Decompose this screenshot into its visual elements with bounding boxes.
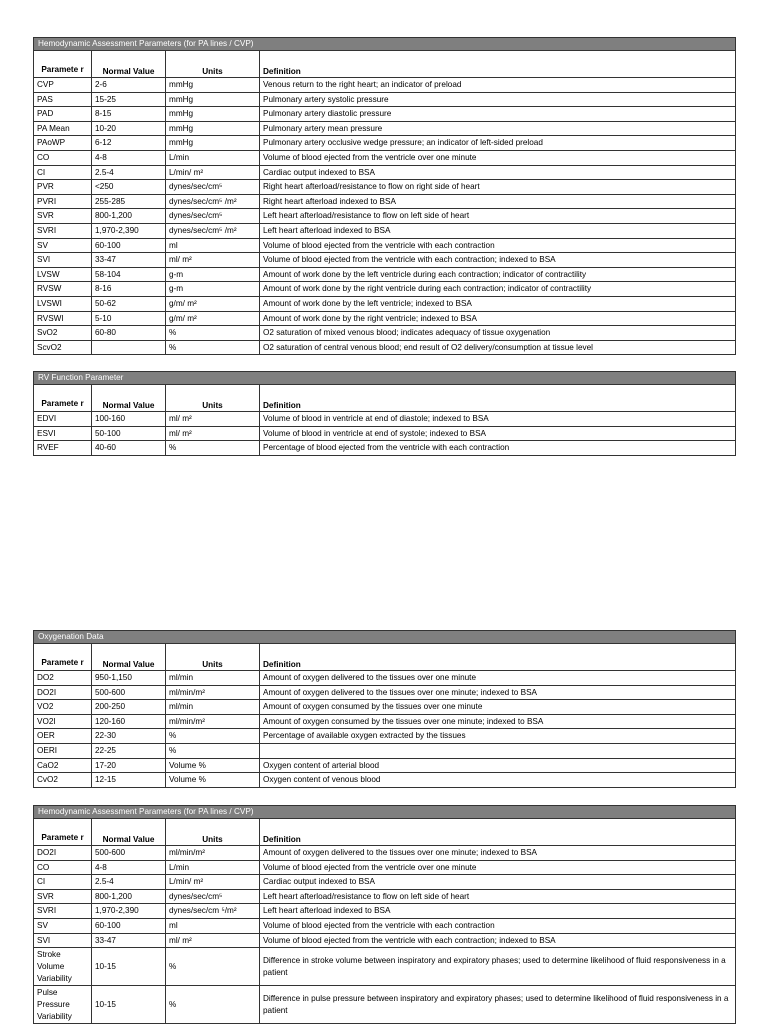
definition-cell: Pulmonary artery occlusive wedge pressure; an indicator of left-sided preload — [260, 136, 736, 151]
normal-value-cell: 12-15 — [92, 773, 166, 788]
definition-cell: Pulmonary artery mean pressure — [260, 121, 736, 136]
parameter-cell: DO2 — [34, 671, 92, 686]
normal-value-cell: 950-1,150 — [92, 671, 166, 686]
table-row — [34, 296, 736, 311]
table-row — [34, 846, 736, 861]
definition-cell: Difference in stroke volume between inspiratory and expiratory phases; used to determine likelihood of fluid responsiveness in a patient — [260, 948, 736, 986]
normal-value-cell: 15-25 — [92, 92, 166, 107]
parameter-cell: Pulse Pressure Variability — [34, 986, 92, 1024]
units-cell: g/m/ m² — [166, 296, 260, 311]
parameter-cell: RVSWI — [34, 311, 92, 326]
table-row — [34, 326, 736, 341]
units-cell: mmHg — [166, 78, 260, 93]
units-cell: ml/ m² — [166, 426, 260, 441]
normal-value-cell: 4-8 — [92, 150, 166, 165]
definition-cell: Amount of work done by the left ventricle; indexed to BSA — [260, 296, 736, 311]
col-header-definition: Definition — [260, 644, 736, 671]
units-cell: ml/min/m² — [166, 846, 260, 861]
definition-cell: Amount of oxygen consumed by the tissues over one minute; indexed to BSA — [260, 714, 736, 729]
definition-cell: Amount of oxygen delivered to the tissues over one minute — [260, 671, 736, 686]
parameter-cell: SvO2 — [34, 326, 92, 341]
parameter-cell: SVI — [34, 933, 92, 948]
normal-value-cell: 200-250 — [92, 700, 166, 715]
table-row — [34, 209, 736, 224]
col-header-parameter: Paramete r — [34, 644, 92, 671]
parameter-cell: PA Mean — [34, 121, 92, 136]
units-cell: % — [166, 340, 260, 355]
parameter-cell: PAoWP — [34, 136, 92, 151]
parameter-cell: PVR — [34, 180, 92, 195]
units-cell: g-m — [166, 282, 260, 297]
units-cell: % — [166, 441, 260, 456]
parameter-cell: EDVI — [34, 412, 92, 427]
units-cell: % — [166, 743, 260, 758]
parameter-cell: VO2I — [34, 714, 92, 729]
definition-cell: Volume of blood ejected from the ventricle with each contraction; indexed to BSA — [260, 253, 736, 268]
parameter-cell: OER — [34, 729, 92, 744]
normal-value-cell: 10-15 — [92, 986, 166, 1024]
definition-cell: Oxygen content of venous blood — [260, 773, 736, 788]
parameter-cell: PVRI — [34, 194, 92, 209]
normal-value-cell: 50-62 — [92, 296, 166, 311]
normal-value-cell: 10-15 — [92, 948, 166, 986]
table-row — [34, 875, 736, 890]
units-cell: ml/ m² — [166, 412, 260, 427]
units-cell: mmHg — [166, 121, 260, 136]
units-cell: ml/min — [166, 700, 260, 715]
table-title: RV Function Parameter — [34, 372, 736, 385]
normal-value-cell: 50-100 — [92, 426, 166, 441]
table-row — [34, 889, 736, 904]
units-cell: L/min — [166, 860, 260, 875]
units-cell: mmHg — [166, 92, 260, 107]
parameter-cell: Stroke Volume Variability — [34, 948, 92, 986]
units-cell: g/m/ m² — [166, 311, 260, 326]
table-row — [34, 165, 736, 180]
table-row — [34, 412, 736, 427]
parameter-cell: RVSW — [34, 282, 92, 297]
definition-cell: Volume of blood ejected from the ventricle with each contraction — [260, 238, 736, 253]
definition-cell: Left heart afterload indexed to BSA — [260, 223, 736, 238]
parameter-cell: CvO2 — [34, 773, 92, 788]
definition-cell: Volume of blood ejected from the ventricle with each contraction — [260, 918, 736, 933]
definition-cell: O2 saturation of central venous blood; end result of O2 delivery/consumption at tissue level — [260, 340, 736, 355]
col-header-normal-value: Normal Value — [92, 819, 166, 846]
col-header-normal-value: Normal Value — [92, 385, 166, 412]
units-cell: ml/min — [166, 671, 260, 686]
units-cell: mmHg — [166, 136, 260, 151]
normal-value-cell: 1,970-2,390 — [92, 904, 166, 919]
normal-value-cell: 8-15 — [92, 107, 166, 122]
definition-cell: Volume of blood ejected from the ventricle with each contraction; indexed to BSA — [260, 933, 736, 948]
units-cell: Volume % — [166, 773, 260, 788]
normal-value-cell — [92, 340, 166, 355]
table-row — [34, 685, 736, 700]
parameter-cell: LVSW — [34, 267, 92, 282]
normal-value-cell: 17-20 — [92, 758, 166, 773]
parameter-cell: SVI — [34, 253, 92, 268]
parameter-cell: CO — [34, 150, 92, 165]
table-row — [34, 773, 736, 788]
parameter-cell: DO2I — [34, 846, 92, 861]
units-cell: % — [166, 986, 260, 1024]
units-cell: dynes/sec/cm ⁵/m² — [166, 904, 260, 919]
definition-cell: Amount of oxygen delivered to the tissues over one minute; indexed to BSA — [260, 846, 736, 861]
units-cell: Volume % — [166, 758, 260, 773]
oxygenation-data-table — [33, 630, 736, 788]
definition-cell — [260, 743, 736, 758]
col-header-definition: Definition — [260, 51, 736, 78]
table-row — [34, 729, 736, 744]
table-row — [34, 121, 736, 136]
parameter-cell: OERI — [34, 743, 92, 758]
parameter-cell: DO2I — [34, 685, 92, 700]
normal-value-cell: 60-100 — [92, 238, 166, 253]
units-cell: % — [166, 326, 260, 341]
normal-value-cell: 5-10 — [92, 311, 166, 326]
units-cell: dynes/sec/cm⁵ — [166, 209, 260, 224]
table-row — [34, 671, 736, 686]
parameter-cell: RVEF — [34, 441, 92, 456]
parameter-cell: PAD — [34, 107, 92, 122]
table-row — [34, 107, 736, 122]
units-cell: L/min/ m² — [166, 875, 260, 890]
normal-value-cell: 33-47 — [92, 253, 166, 268]
definition-cell: Left heart afterload indexed to BSA — [260, 904, 736, 919]
table-row — [34, 918, 736, 933]
units-cell: ml/min/m² — [166, 685, 260, 700]
normal-value-cell: 33-47 — [92, 933, 166, 948]
table-row — [34, 253, 736, 268]
col-header-normal-value: Normal Value — [92, 644, 166, 671]
definition-cell: Right heart afterload indexed to BSA — [260, 194, 736, 209]
normal-value-cell: 2.5-4 — [92, 875, 166, 890]
normal-value-cell: 500-600 — [92, 846, 166, 861]
definition-cell: Difference in pulse pressure between inspiratory and expiratory phases; used to determine likelihood of fluid responsiveness in a patient — [260, 986, 736, 1024]
table-row — [34, 282, 736, 297]
definition-cell: Volume of blood ejected from the ventricle over one minute — [260, 860, 736, 875]
parameter-cell: SVR — [34, 889, 92, 904]
units-cell: L/min — [166, 150, 260, 165]
normal-value-cell: 60-100 — [92, 918, 166, 933]
normal-value-cell: 2-6 — [92, 78, 166, 93]
rv-function-table — [33, 371, 736, 456]
col-header-parameter: Paramete r — [34, 385, 92, 412]
table-row — [34, 180, 736, 195]
col-header-definition: Definition — [260, 385, 736, 412]
normal-value-cell: 8-16 — [92, 282, 166, 297]
table-row — [34, 311, 736, 326]
normal-value-cell: 4-8 — [92, 860, 166, 875]
definition-cell: Cardiac output indexed to BSA — [260, 165, 736, 180]
definition-cell: Pulmonary artery systolic pressure — [260, 92, 736, 107]
units-cell: ml/ m² — [166, 933, 260, 948]
normal-value-cell: 500-600 — [92, 685, 166, 700]
definition-cell: Amount of oxygen delivered to the tissues over one minute; indexed to BSA — [260, 685, 736, 700]
table-row — [34, 986, 736, 1024]
table-title: Oxygenation Data — [34, 631, 736, 644]
table-row — [34, 426, 736, 441]
normal-value-cell: 6-12 — [92, 136, 166, 151]
table-row — [34, 267, 736, 282]
table-row — [34, 441, 736, 456]
normal-value-cell: 60-80 — [92, 326, 166, 341]
table-row — [34, 238, 736, 253]
definition-cell: Volume of blood in ventricle at end of diastole; indexed to BSA — [260, 412, 736, 427]
normal-value-cell: 100-160 — [92, 412, 166, 427]
units-cell: ml — [166, 918, 260, 933]
definition-cell: Right heart afterload/resistance to flow on right side of heart — [260, 180, 736, 195]
col-header-units: Units — [166, 819, 260, 846]
hemodynamic-parameters-table — [33, 37, 736, 355]
parameter-cell: ScvO2 — [34, 340, 92, 355]
parameter-cell: PAS — [34, 92, 92, 107]
units-cell: % — [166, 948, 260, 986]
parameter-cell: LVSWI — [34, 296, 92, 311]
definition-cell: Cardiac output indexed to BSA — [260, 875, 736, 890]
definition-cell: Volume of blood in ventricle at end of systole; indexed to BSA — [260, 426, 736, 441]
col-header-units: Units — [166, 644, 260, 671]
parameter-cell: SVR — [34, 209, 92, 224]
normal-value-cell: 10-20 — [92, 121, 166, 136]
definition-cell: O2 saturation of mixed venous blood; indicates adequacy of tissue oxygenation — [260, 326, 736, 341]
table-row — [34, 714, 736, 729]
normal-value-cell: 58-104 — [92, 267, 166, 282]
parameter-cell: SV — [34, 238, 92, 253]
col-header-normal-value: Normal Value — [92, 51, 166, 78]
table-row — [34, 340, 736, 355]
parameter-cell: SVRI — [34, 904, 92, 919]
units-cell: ml — [166, 238, 260, 253]
table-row — [34, 758, 736, 773]
definition-cell: Amount of work done by the left ventricle during each contraction; indicator of contractility — [260, 267, 736, 282]
normal-value-cell: 800-1,200 — [92, 889, 166, 904]
definition-cell: Percentage of blood ejected from the ventricle with each contraction — [260, 441, 736, 456]
normal-value-cell: 800-1,200 — [92, 209, 166, 224]
table-title: Hemodynamic Assessment Parameters (for PA lines / CVP) — [34, 38, 736, 51]
table-row — [34, 743, 736, 758]
hemodynamic-parameters-table-2 — [33, 805, 736, 1024]
normal-value-cell: 1,970-2,390 — [92, 223, 166, 238]
table-row — [34, 136, 736, 151]
table-row — [34, 700, 736, 715]
units-cell: dynes/sec/cm⁵ — [166, 180, 260, 195]
parameter-cell: CI — [34, 875, 92, 890]
definition-cell: Amount of oxygen consumed by the tissues over one minute — [260, 700, 736, 715]
table-row — [34, 860, 736, 875]
definition-cell: Percentage of available oxygen extracted by the tissues — [260, 729, 736, 744]
parameter-cell: ESVI — [34, 426, 92, 441]
definition-cell: Amount of work done by the right ventricle during each contraction; indicator of contractility — [260, 282, 736, 297]
table-row — [34, 78, 736, 93]
parameter-cell: CO — [34, 860, 92, 875]
normal-value-cell: 40-60 — [92, 441, 166, 456]
definition-cell: Amount of work done by the right ventricle; indexed to BSA — [260, 311, 736, 326]
units-cell: dynes/sec/cm⁵ — [166, 889, 260, 904]
table-row — [34, 948, 736, 986]
units-cell: ml/ m² — [166, 253, 260, 268]
units-cell: dynes/sec/cm⁵ /m² — [166, 194, 260, 209]
definition-cell: Left heart afterload/resistance to flow on left side of heart — [260, 889, 736, 904]
units-cell: L/min/ m² — [166, 165, 260, 180]
normal-value-cell: 255-285 — [92, 194, 166, 209]
parameter-cell: SVRI — [34, 223, 92, 238]
parameter-cell: SV — [34, 918, 92, 933]
col-header-units: Units — [166, 385, 260, 412]
table-title: Hemodynamic Assessment Parameters (for PA lines / CVP) — [34, 806, 736, 819]
col-header-parameter: Paramete r — [34, 51, 92, 78]
parameter-cell: CVP — [34, 78, 92, 93]
definition-cell: Pulmonary artery diastolic pressure — [260, 107, 736, 122]
normal-value-cell: 2.5-4 — [92, 165, 166, 180]
table-row — [34, 223, 736, 238]
normal-value-cell: 120-160 — [92, 714, 166, 729]
units-cell: g-m — [166, 267, 260, 282]
parameter-cell: CaO2 — [34, 758, 92, 773]
units-cell: ml/min/m² — [166, 714, 260, 729]
col-header-definition: Definition — [260, 819, 736, 846]
table-row — [34, 904, 736, 919]
definition-cell: Oxygen content of arterial blood — [260, 758, 736, 773]
units-cell: dynes/sec/cm⁵ /m² — [166, 223, 260, 238]
normal-value-cell: <250 — [92, 180, 166, 195]
normal-value-cell: 22-25 — [92, 743, 166, 758]
table-row — [34, 933, 736, 948]
col-header-units: Units — [166, 51, 260, 78]
table-row — [34, 150, 736, 165]
normal-value-cell: 22-30 — [92, 729, 166, 744]
units-cell: % — [166, 729, 260, 744]
table-row — [34, 194, 736, 209]
parameter-cell: CI — [34, 165, 92, 180]
definition-cell: Volume of blood ejected from the ventricle over one minute — [260, 150, 736, 165]
definition-cell: Venous return to the right heart; an indicator of preload — [260, 78, 736, 93]
definition-cell: Left heart afterload/resistance to flow on left side of heart — [260, 209, 736, 224]
table-row — [34, 92, 736, 107]
units-cell: mmHg — [166, 107, 260, 122]
parameter-cell: VO2 — [34, 700, 92, 715]
col-header-parameter: Paramete r — [34, 819, 92, 846]
